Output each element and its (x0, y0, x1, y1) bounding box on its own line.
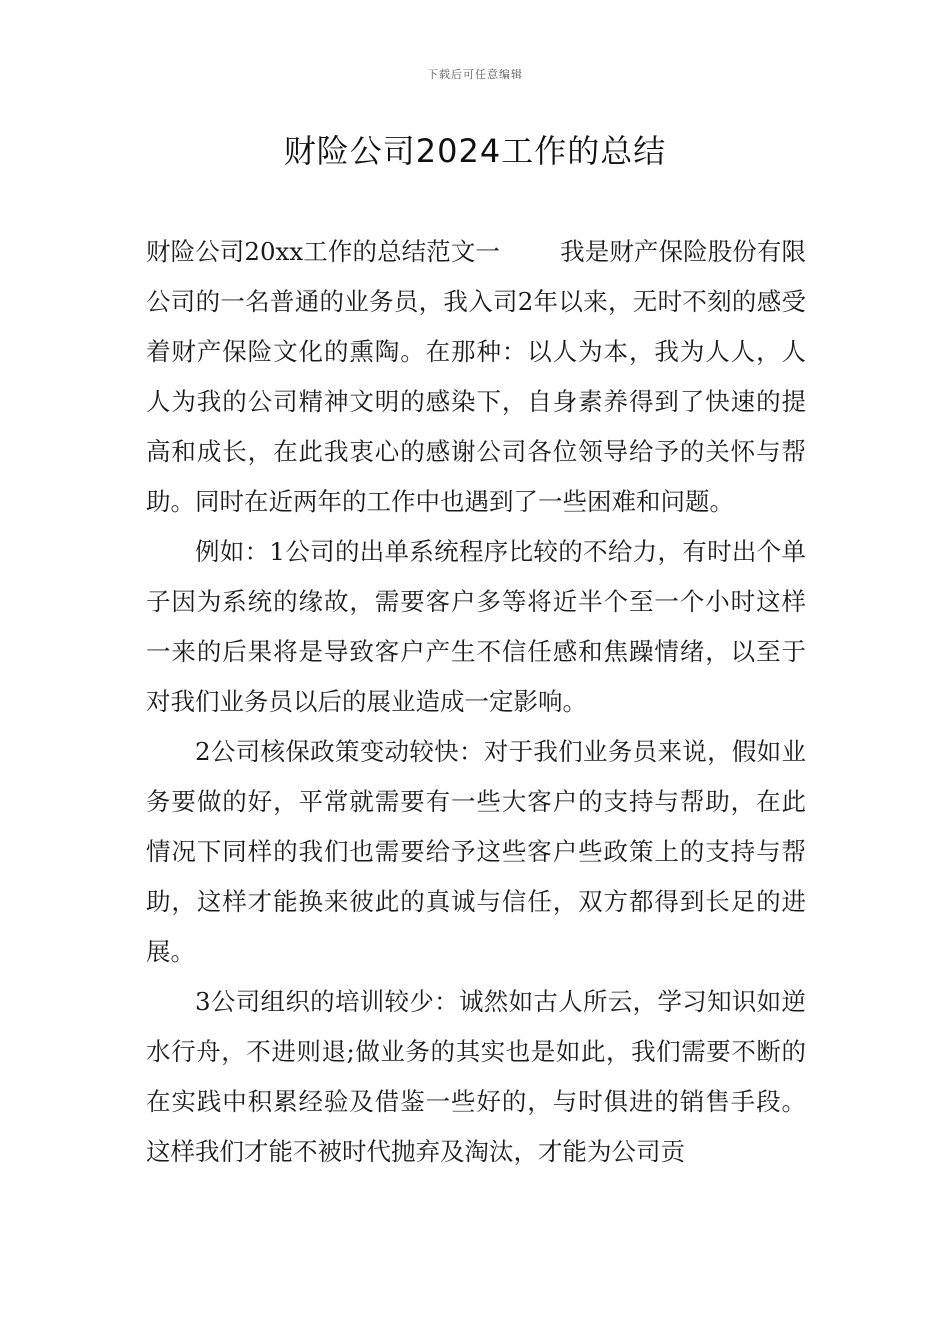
paragraph-intro (146, 227, 806, 527)
intro-heading: 财险公司20xx工作的总结范文一 (146, 237, 501, 266)
paragraph: 2公司核保政策变动较快：对于我们业务员来说，假如业务要做的好，平常就需要有一些大客户的支持与帮助，在此情况下同样的我们也需要给予这些客户些政策上的支持与帮助，这样才能换来彼此的真诚与信任，双方都得到长足的进展。 (146, 737, 806, 966)
document-body (146, 227, 806, 1177)
document-title: 财险公司2024工作的总结 (283, 132, 667, 170)
paragraph: 例如：1公司的出单系统程序比较的不给力，有时出个单子因为系统的缘故，需要客户多等将近半个至一个小时这样一来的后果将是导致客户产生不信任感和焦躁情绪，以至于对我们业务员以后的展业造成一定影响。 (146, 537, 806, 716)
paragraph-text: 我是财产保险股份有限公司的一名普通的业务员，我入司2年以来，无时不刻的感受着财产保险文化的熏陶。在那种：以人为本，我为人人，人人为我的公司精神文明的感染下，自身素养得到了快速的提高和成长，在此我衷心的感谢公司各位领导给予的关怀与帮助。同时在近两年的工作中也遇到了一些困难和问题。 (146, 237, 806, 516)
header-note: 下载后可任意编辑 (427, 68, 523, 81)
paragraph: 3公司组织的培训较少：诚然如古人所云，学习知识如逆水行舟，不进则退;做业务的其实也是如此，我们需要不断的在实践中积累经验及借鉴一些好的，与时俱进的销售手段。这样我们才能不被时代抛弃及淘汰，才能为公司贡 (146, 987, 806, 1166)
